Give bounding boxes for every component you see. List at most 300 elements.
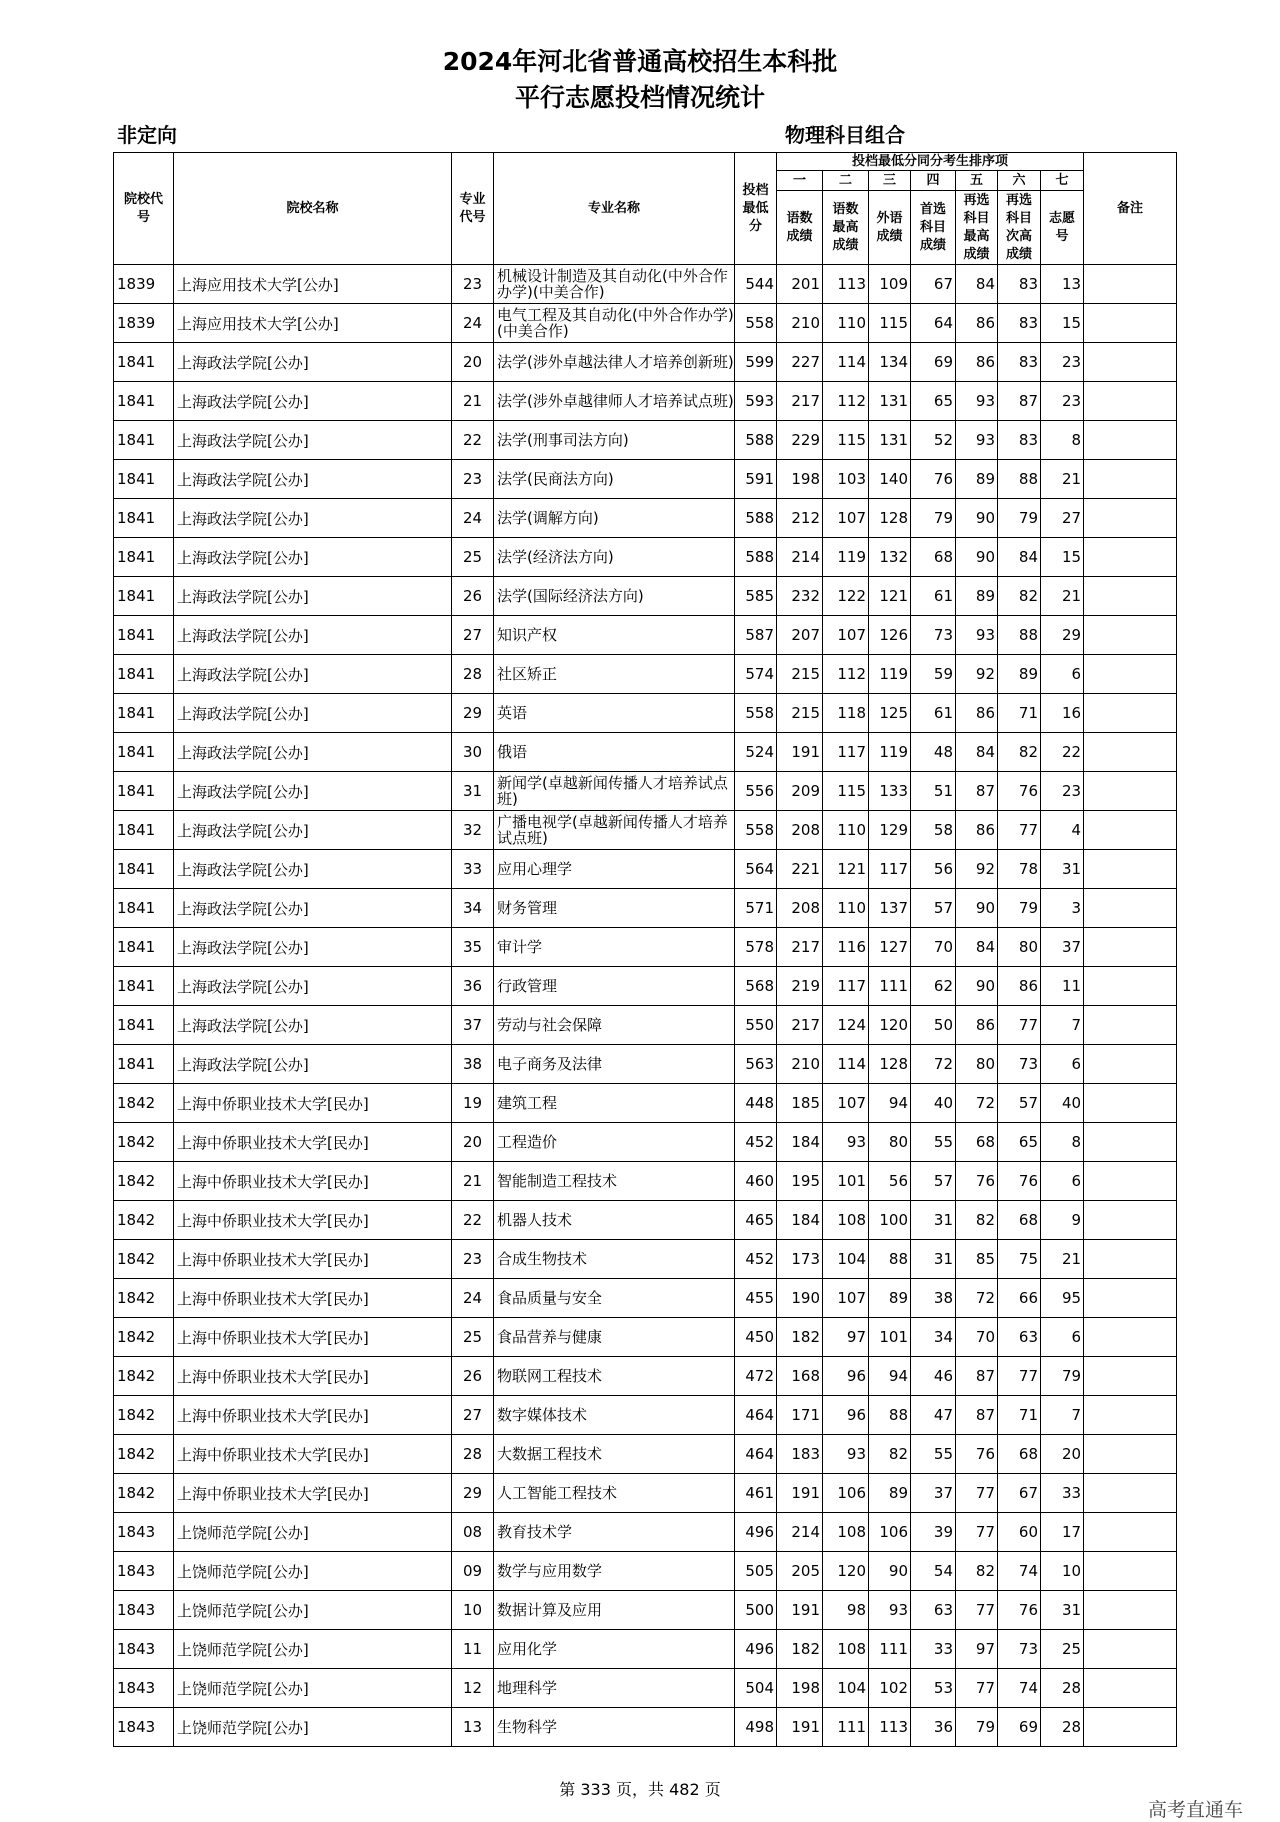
min-score-cell: 452	[735, 1240, 777, 1279]
tiebreak-value-cell: 34	[911, 1318, 956, 1357]
min-score-cell: 564	[735, 850, 777, 889]
tiebreak-value-cell: 77	[998, 1357, 1041, 1396]
major-name-cell: 俄语	[494, 733, 735, 772]
tiebreak-value-cell: 191	[777, 1708, 823, 1747]
tiebreak-value-cell: 6	[1041, 1045, 1084, 1084]
tiebreak-value-cell: 66	[998, 1279, 1041, 1318]
tiebreak-value-cell: 29	[1041, 616, 1084, 655]
remarks-cell	[1084, 499, 1177, 538]
tiebreak-value-cell: 108	[823, 1630, 869, 1669]
tiebreak-value-cell: 98	[823, 1591, 869, 1630]
tiebreak-value-cell: 112	[823, 382, 869, 421]
tiebreak-value-cell: 115	[823, 421, 869, 460]
tiebreak-value-cell: 89	[956, 460, 998, 499]
min-score-cell: 593	[735, 382, 777, 421]
min-score-cell: 591	[735, 460, 777, 499]
tiebreak-value-cell: 119	[869, 655, 911, 694]
school-code-cell: 1841	[114, 928, 174, 967]
remarks-cell	[1084, 1201, 1177, 1240]
tiebreak-value-cell: 37	[911, 1474, 956, 1513]
tiebreak-value-cell: 87	[956, 1357, 998, 1396]
remarks-cell	[1084, 1045, 1177, 1084]
tiebreak-value-cell: 137	[869, 889, 911, 928]
tiebreak-value-cell: 182	[777, 1318, 823, 1357]
tiebreak-value-cell: 93	[956, 616, 998, 655]
tiebreak-value-cell: 106	[823, 1474, 869, 1513]
tiebreak-value-cell: 113	[823, 265, 869, 304]
tiebreak-value-cell: 63	[998, 1318, 1041, 1357]
remarks-cell	[1084, 811, 1177, 850]
major-code-cell: 38	[452, 1045, 494, 1084]
remarks-cell	[1084, 1435, 1177, 1474]
tiebreak-value-cell: 103	[823, 460, 869, 499]
header-major-code: 专业代号	[452, 153, 494, 265]
tiebreak-value-cell: 119	[823, 538, 869, 577]
major-code-cell: 23	[452, 460, 494, 499]
tiebreak-value-cell: 208	[777, 811, 823, 850]
tiebreak-value-cell: 15	[1041, 304, 1084, 343]
remarks-cell	[1084, 772, 1177, 811]
tiebreak-value-cell: 68	[911, 538, 956, 577]
remarks-cell	[1084, 304, 1177, 343]
remarks-cell	[1084, 1357, 1177, 1396]
tiebreak-value-cell: 83	[998, 343, 1041, 382]
remarks-cell	[1084, 1123, 1177, 1162]
tiebreak-value-cell: 168	[777, 1357, 823, 1396]
tiebreak-value-cell: 13	[1041, 265, 1084, 304]
table-row	[114, 616, 1177, 655]
school-code-cell: 1842	[114, 1123, 174, 1162]
school-name-cell: 上海中侨职业技术大学[民办]	[174, 1396, 452, 1435]
school-code-cell: 1842	[114, 1201, 174, 1240]
header-remarks: 备注	[1084, 153, 1177, 265]
tiebreak-value-cell: 94	[869, 1084, 911, 1123]
tiebreak-value-cell: 64	[911, 304, 956, 343]
major-code-cell: 33	[452, 850, 494, 889]
tiebreak-value-cell: 60	[998, 1513, 1041, 1552]
tiebreak-value-cell: 38	[911, 1279, 956, 1318]
tiebreak-value-cell: 76	[998, 772, 1041, 811]
tiebreak-value-cell: 84	[956, 265, 998, 304]
tiebreak-value-cell: 61	[911, 694, 956, 733]
school-code-cell: 1841	[114, 577, 174, 616]
school-code-cell: 1841	[114, 772, 174, 811]
school-name-cell: 上海中侨职业技术大学[民办]	[174, 1318, 452, 1357]
tiebreak-value-cell: 114	[823, 343, 869, 382]
major-name-cell: 生物科学	[494, 1708, 735, 1747]
tiebreak-value-cell: 8	[1041, 421, 1084, 460]
tiebreak-value-cell: 117	[823, 967, 869, 1006]
major-code-cell: 29	[452, 694, 494, 733]
tiebreak-value-cell: 11	[1041, 967, 1084, 1006]
tiebreak-value-cell: 51	[911, 772, 956, 811]
header-min-score: 投档最低分	[735, 153, 777, 265]
major-name-cell: 英语	[494, 694, 735, 733]
major-name-cell: 数学与应用数学	[494, 1552, 735, 1591]
table-row	[114, 1045, 1177, 1084]
tiebreak-value-cell: 52	[911, 421, 956, 460]
remarks-cell	[1084, 1006, 1177, 1045]
remarks-cell	[1084, 1279, 1177, 1318]
major-name-cell: 法学(国际经济法方向)	[494, 577, 735, 616]
tiebreak-value-cell: 68	[998, 1435, 1041, 1474]
min-score-cell: 465	[735, 1201, 777, 1240]
tiebreak-value-cell: 97	[823, 1318, 869, 1357]
tiebreak-value-cell: 86	[956, 1006, 998, 1045]
remarks-cell	[1084, 577, 1177, 616]
tiebreak-value-cell: 89	[956, 577, 998, 616]
school-name-cell: 上海政法学院[公办]	[174, 655, 452, 694]
header-school-code: 院校代号	[114, 153, 174, 265]
tiebreak-value-cell: 93	[869, 1591, 911, 1630]
tiebreak-value-cell: 111	[869, 1630, 911, 1669]
school-name-cell: 上海政法学院[公办]	[174, 499, 452, 538]
tiebreak-value-cell: 94	[869, 1357, 911, 1396]
tiebreak-value-cell: 215	[777, 655, 823, 694]
school-code-cell: 1841	[114, 538, 174, 577]
school-name-cell: 上饶师范学院[公办]	[174, 1708, 452, 1747]
tiebreak-value-cell: 54	[911, 1552, 956, 1591]
tiebreak-value-cell: 77	[956, 1513, 998, 1552]
tiebreak-value-cell: 182	[777, 1630, 823, 1669]
tiebreak-value-cell: 65	[998, 1123, 1041, 1162]
tiebreak-value-cell: 82	[956, 1552, 998, 1591]
tiebreak-value-cell: 183	[777, 1435, 823, 1474]
tiebreak-value-cell: 191	[777, 1591, 823, 1630]
tiebreak-value-cell: 86	[956, 694, 998, 733]
tiebreak-value-cell: 173	[777, 1240, 823, 1279]
school-name-cell: 上饶师范学院[公办]	[174, 1591, 452, 1630]
school-code-cell: 1841	[114, 1006, 174, 1045]
table-row	[114, 538, 1177, 577]
school-code-cell: 1839	[114, 265, 174, 304]
school-name-cell: 上海中侨职业技术大学[民办]	[174, 1084, 452, 1123]
tiebreak-value-cell: 28	[1041, 1708, 1084, 1747]
school-code-cell: 1842	[114, 1162, 174, 1201]
major-code-cell: 36	[452, 967, 494, 1006]
tiebreak-value-cell: 185	[777, 1084, 823, 1123]
header-tiebreak-number: 四	[911, 171, 956, 191]
major-name-cell: 法学(涉外卓越法律人才培养创新班)	[494, 343, 735, 382]
table-row	[114, 1279, 1177, 1318]
min-score-cell: 498	[735, 1708, 777, 1747]
page-number: 第 333 页，共 482 页	[559, 1780, 721, 1799]
table-row	[114, 772, 1177, 811]
major-code-cell: 24	[452, 499, 494, 538]
tiebreak-value-cell: 74	[998, 1552, 1041, 1591]
tiebreak-value-cell: 109	[869, 265, 911, 304]
min-score-cell: 563	[735, 1045, 777, 1084]
major-name-cell: 法学(经济法方向)	[494, 538, 735, 577]
min-score-cell: 568	[735, 967, 777, 1006]
tiebreak-value-cell: 79	[956, 1708, 998, 1747]
major-name-cell: 机械设计制造及其自动化(中外合作办学)(中美合作)	[494, 265, 735, 304]
tiebreak-value-cell: 40	[911, 1084, 956, 1123]
tiebreak-value-cell: 85	[956, 1240, 998, 1279]
min-score-cell: 496	[735, 1513, 777, 1552]
table-row	[114, 1084, 1177, 1123]
table-row	[114, 889, 1177, 928]
remarks-cell	[1084, 1630, 1177, 1669]
school-code-cell: 1841	[114, 850, 174, 889]
major-code-cell: 27	[452, 616, 494, 655]
tiebreak-value-cell: 227	[777, 343, 823, 382]
header-major-name: 专业名称	[494, 153, 735, 265]
tiebreak-value-cell: 46	[911, 1357, 956, 1396]
school-name-cell: 上饶师范学院[公办]	[174, 1630, 452, 1669]
school-name-cell: 上饶师范学院[公办]	[174, 1513, 452, 1552]
tiebreak-value-cell: 40	[1041, 1084, 1084, 1123]
major-code-cell: 25	[452, 1318, 494, 1357]
remarks-cell	[1084, 850, 1177, 889]
min-score-cell: 574	[735, 655, 777, 694]
tiebreak-value-cell: 184	[777, 1201, 823, 1240]
tiebreak-value-cell: 57	[911, 889, 956, 928]
major-name-cell: 电子商务及法律	[494, 1045, 735, 1084]
header-tiebreak-group: 投档最低分同分考生排序项	[777, 153, 1084, 171]
tiebreak-value-cell: 74	[998, 1669, 1041, 1708]
major-code-cell: 28	[452, 655, 494, 694]
tiebreak-value-cell: 56	[869, 1162, 911, 1201]
major-name-cell: 数字媒体技术	[494, 1396, 735, 1435]
remarks-cell	[1084, 1240, 1177, 1279]
tiebreak-value-cell: 21	[1041, 1240, 1084, 1279]
tiebreak-value-cell: 23	[1041, 772, 1084, 811]
tiebreak-value-cell: 77	[956, 1591, 998, 1630]
header-tiebreak-number: 七	[1041, 171, 1084, 191]
table-row	[114, 1006, 1177, 1045]
tiebreak-value-cell: 62	[911, 967, 956, 1006]
tiebreak-value-cell: 83	[998, 304, 1041, 343]
tiebreak-value-cell: 89	[869, 1474, 911, 1513]
major-code-cell: 34	[452, 889, 494, 928]
table-row	[114, 499, 1177, 538]
min-score-cell: 588	[735, 538, 777, 577]
major-code-cell: 13	[452, 1708, 494, 1747]
header-tiebreak-number: 五	[956, 171, 998, 191]
table-row	[114, 1591, 1177, 1630]
tiebreak-value-cell: 31	[911, 1240, 956, 1279]
table-row	[114, 304, 1177, 343]
tiebreak-value-cell: 33	[911, 1630, 956, 1669]
tiebreak-value-cell: 107	[823, 1279, 869, 1318]
tiebreak-value-cell: 82	[956, 1201, 998, 1240]
tiebreak-value-cell: 86	[998, 967, 1041, 1006]
min-score-cell: 558	[735, 811, 777, 850]
tiebreak-value-cell: 92	[956, 850, 998, 889]
category-label: 非定向	[117, 123, 177, 147]
tiebreak-value-cell: 77	[998, 811, 1041, 850]
tiebreak-value-cell: 70	[911, 928, 956, 967]
watermark: 高考直通车	[1148, 1799, 1244, 1821]
tiebreak-value-cell: 10	[1041, 1552, 1084, 1591]
tiebreak-value-cell: 6	[1041, 1162, 1084, 1201]
school-code-cell: 1841	[114, 655, 174, 694]
school-name-cell: 上海应用技术大学[公办]	[174, 265, 452, 304]
min-score-cell: 550	[735, 1006, 777, 1045]
major-name-cell: 物联网工程技术	[494, 1357, 735, 1396]
tiebreak-value-cell: 8	[1041, 1123, 1084, 1162]
tiebreak-value-cell: 115	[869, 304, 911, 343]
tiebreak-value-cell: 76	[911, 460, 956, 499]
header-tiebreak-number: 三	[869, 171, 911, 191]
tiebreak-value-cell: 75	[998, 1240, 1041, 1279]
tiebreak-value-cell: 68	[998, 1201, 1041, 1240]
tiebreak-value-cell: 67	[998, 1474, 1041, 1513]
school-code-cell: 1842	[114, 1240, 174, 1279]
tiebreak-value-cell: 27	[1041, 499, 1084, 538]
school-name-cell: 上海政法学院[公办]	[174, 577, 452, 616]
tiebreak-value-cell: 95	[1041, 1279, 1084, 1318]
school-code-cell: 1841	[114, 811, 174, 850]
tiebreak-value-cell: 76	[998, 1591, 1041, 1630]
tiebreak-value-cell: 77	[956, 1669, 998, 1708]
table-row	[114, 1318, 1177, 1357]
school-name-cell: 上海政法学院[公办]	[174, 772, 452, 811]
major-name-cell: 食品营养与健康	[494, 1318, 735, 1357]
tiebreak-value-cell: 111	[823, 1708, 869, 1747]
school-name-cell: 上海政法学院[公办]	[174, 733, 452, 772]
tiebreak-value-cell: 212	[777, 499, 823, 538]
tiebreak-value-cell: 80	[956, 1045, 998, 1084]
min-score-cell: 472	[735, 1357, 777, 1396]
tiebreak-value-cell: 25	[1041, 1630, 1084, 1669]
tiebreak-value-cell: 84	[998, 538, 1041, 577]
major-code-cell: 19	[452, 1084, 494, 1123]
table-row	[114, 967, 1177, 1006]
major-code-cell: 28	[452, 1435, 494, 1474]
tiebreak-value-cell: 131	[869, 421, 911, 460]
tiebreak-value-cell: 92	[956, 655, 998, 694]
tiebreak-value-cell: 191	[777, 1474, 823, 1513]
tiebreak-value-cell: 73	[911, 616, 956, 655]
table-row	[114, 1708, 1177, 1747]
min-score-cell: 556	[735, 772, 777, 811]
school-name-cell: 上海政法学院[公办]	[174, 382, 452, 421]
school-code-cell: 1843	[114, 1708, 174, 1747]
table-row	[114, 928, 1177, 967]
tiebreak-value-cell: 108	[823, 1201, 869, 1240]
min-score-cell: 599	[735, 343, 777, 382]
major-name-cell: 法学(民商法方向)	[494, 460, 735, 499]
tiebreak-value-cell: 209	[777, 772, 823, 811]
min-score-cell: 464	[735, 1396, 777, 1435]
tiebreak-value-cell: 3	[1041, 889, 1084, 928]
major-name-cell: 新闻学(卓越新闻传播人才培养试点班)	[494, 772, 735, 811]
tiebreak-value-cell: 198	[777, 1669, 823, 1708]
tiebreak-value-cell: 15	[1041, 538, 1084, 577]
min-score-cell: 578	[735, 928, 777, 967]
major-name-cell: 法学(涉外卓越律师人才培养试点班)	[494, 382, 735, 421]
tiebreak-value-cell: 114	[823, 1045, 869, 1084]
admission-table	[113, 152, 1177, 1747]
major-code-cell: 08	[452, 1513, 494, 1552]
tiebreak-value-cell: 107	[823, 616, 869, 655]
min-score-cell: 455	[735, 1279, 777, 1318]
min-score-cell: 450	[735, 1318, 777, 1357]
table-row	[114, 1201, 1177, 1240]
header-tiebreak-number: 六	[998, 171, 1041, 191]
table-row	[114, 1396, 1177, 1435]
major-name-cell: 智能制造工程技术	[494, 1162, 735, 1201]
tiebreak-value-cell: 87	[998, 382, 1041, 421]
page-subtitle: 平行志愿投档情况统计	[514, 83, 765, 112]
remarks-cell	[1084, 1084, 1177, 1123]
school-name-cell: 上海中侨职业技术大学[民办]	[174, 1201, 452, 1240]
tiebreak-value-cell: 76	[998, 1162, 1041, 1201]
major-code-cell: 26	[452, 577, 494, 616]
tiebreak-value-cell: 127	[869, 928, 911, 967]
tiebreak-value-cell: 48	[911, 733, 956, 772]
school-code-cell: 1843	[114, 1630, 174, 1669]
tiebreak-value-cell: 53	[911, 1669, 956, 1708]
school-code-cell: 1839	[114, 304, 174, 343]
tiebreak-value-cell: 120	[823, 1552, 869, 1591]
header-tiebreak-number: 一	[777, 171, 823, 191]
major-code-cell: 11	[452, 1630, 494, 1669]
tiebreak-value-cell: 73	[998, 1630, 1041, 1669]
tiebreak-value-cell: 70	[956, 1318, 998, 1357]
major-code-cell: 12	[452, 1669, 494, 1708]
header-tiebreak-item: 再选科目最高成绩	[956, 191, 998, 265]
tiebreak-value-cell: 219	[777, 967, 823, 1006]
tiebreak-value-cell: 7	[1041, 1396, 1084, 1435]
major-code-cell: 23	[452, 1240, 494, 1279]
tiebreak-value-cell: 107	[823, 1084, 869, 1123]
remarks-cell	[1084, 265, 1177, 304]
major-name-cell: 财务管理	[494, 889, 735, 928]
tiebreak-value-cell: 59	[911, 655, 956, 694]
tiebreak-value-cell: 78	[998, 850, 1041, 889]
major-code-cell: 27	[452, 1396, 494, 1435]
tiebreak-value-cell: 113	[869, 1708, 911, 1747]
tiebreak-value-cell: 82	[998, 733, 1041, 772]
remarks-cell	[1084, 967, 1177, 1006]
school-name-cell: 上海政法学院[公办]	[174, 928, 452, 967]
major-code-cell: 09	[452, 1552, 494, 1591]
major-code-cell: 26	[452, 1357, 494, 1396]
major-code-cell: 22	[452, 421, 494, 460]
major-code-cell: 21	[452, 1162, 494, 1201]
tiebreak-value-cell: 89	[869, 1279, 911, 1318]
table-row	[114, 733, 1177, 772]
tiebreak-value-cell: 86	[956, 811, 998, 850]
school-name-cell: 上海中侨职业技术大学[民办]	[174, 1357, 452, 1396]
major-name-cell: 劳动与社会保障	[494, 1006, 735, 1045]
tiebreak-value-cell: 84	[956, 928, 998, 967]
tiebreak-value-cell: 76	[956, 1435, 998, 1474]
major-name-cell: 审计学	[494, 928, 735, 967]
tiebreak-value-cell: 134	[869, 343, 911, 382]
major-name-cell: 法学(刑事司法方向)	[494, 421, 735, 460]
tiebreak-value-cell: 214	[777, 1513, 823, 1552]
school-name-cell: 上海中侨职业技术大学[民办]	[174, 1240, 452, 1279]
major-name-cell: 机器人技术	[494, 1201, 735, 1240]
tiebreak-value-cell: 90	[956, 538, 998, 577]
major-name-cell: 人工智能工程技术	[494, 1474, 735, 1513]
tiebreak-value-cell: 55	[911, 1123, 956, 1162]
major-code-cell: 20	[452, 343, 494, 382]
major-code-cell: 24	[452, 304, 494, 343]
tiebreak-value-cell: 37	[1041, 928, 1084, 967]
tiebreak-value-cell: 28	[1041, 1669, 1084, 1708]
remarks-cell	[1084, 460, 1177, 499]
remarks-cell	[1084, 616, 1177, 655]
tiebreak-value-cell: 88	[869, 1396, 911, 1435]
tiebreak-value-cell: 88	[998, 616, 1041, 655]
table-row	[114, 1162, 1177, 1201]
tiebreak-value-cell: 57	[998, 1084, 1041, 1123]
